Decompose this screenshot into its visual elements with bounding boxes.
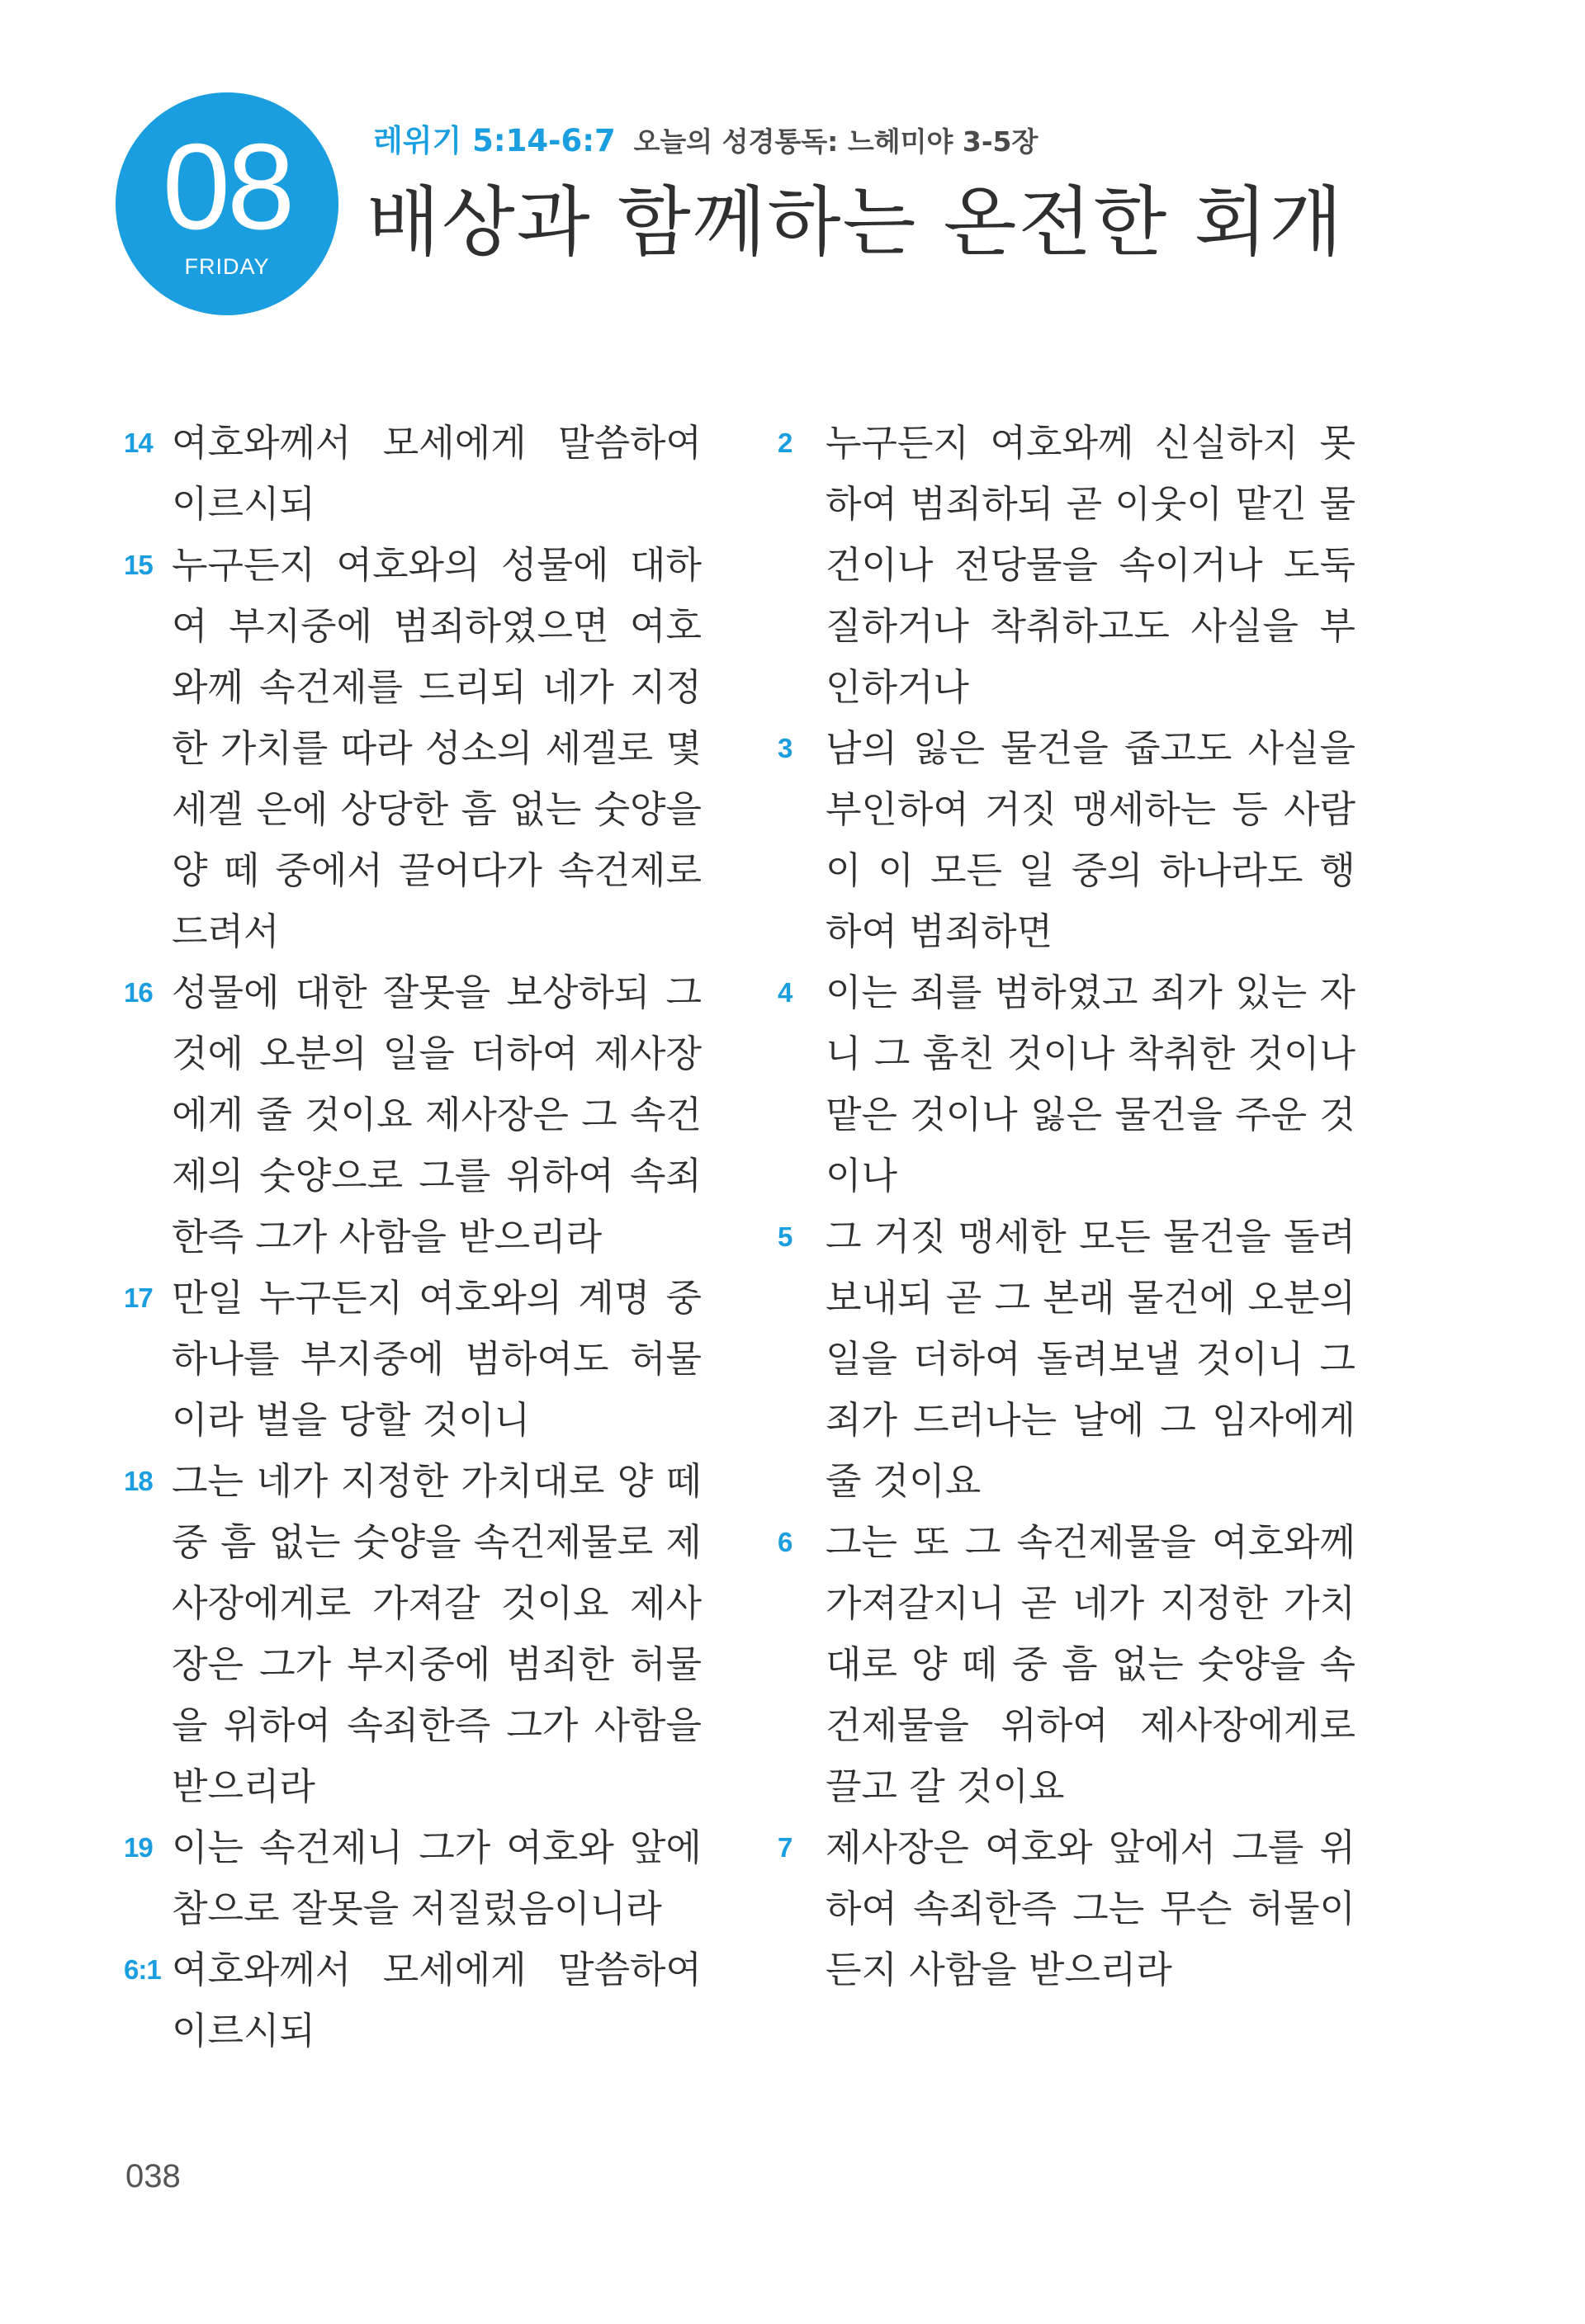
verse-number: 6:1	[124, 1954, 161, 1985]
verse-text: 여호와께서 모세에게 말씀하여 이르시되	[172, 1948, 702, 2052]
verse-text: 제사장은 여호와 앞에서 그를 위하여 속죄한즉 그는 무슨 허물이든지 사함을 받으리라	[826, 1826, 1356, 1991]
verse-item	[778, 1207, 1356, 1512]
verse-number: 19	[124, 1832, 153, 1863]
verse-text: 그 거짓 맹세한 모든 물건을 돌려보내되 곧 그 본래 물건에 오분의 일을 더하여 돌려보낼 것이니 그 죄가 드러나는 날에 그 임자에게 줄 것이요	[826, 1215, 1356, 1503]
verse-number: 4	[778, 977, 792, 1008]
verse-text: 여호와께서 모세에게 말씀하여 이르시되	[172, 421, 702, 526]
verse-item	[124, 962, 702, 1268]
verse-item	[778, 413, 1356, 718]
verse-item	[778, 1817, 1356, 2000]
verse-number: 18	[124, 1466, 153, 1496]
verse-item	[778, 962, 1356, 1207]
scripture-reference: 레위기 5:14-6:7	[373, 123, 616, 158]
verse-number: 16	[124, 977, 153, 1008]
verse-text: 그는 또 그 속건제물을 여호와께 가져갈지니 곧 네가 지정한 가치대로 양 떼 중 흠 없는 숫양을 속건제물을 위하여 제사장에게로 끌고 갈 것이요	[826, 1520, 1356, 1808]
verse-text: 누구든지 여호와의 성물에 대하여 부지중에 범죄하였으면 여호와께 속건제를 드리되 네가 지정한 가치를 따라 성소의 세겔로 몇 세겔 은에 상당한 흠 없는 숫양을 양 떼 중에서 끌어다가 속건제로 드려서	[172, 543, 702, 953]
page-number: 038	[125, 2158, 181, 2194]
verse-number: 2	[778, 427, 792, 458]
verse-text: 남의 잃은 물건을 줍고도 사실을 부인하여 거짓 맹세하는 등 사람이 이 모든 일 중의 하나라도 행하여 범죄하면	[826, 726, 1356, 953]
verse-text: 이는 죄를 범하였고 죄가 있는 자니 그 훔친 것이나 착취한 것이나 맡은 것이나 잃은 물건을 주운 것이나	[826, 971, 1356, 1197]
verse-item	[124, 1939, 702, 2062]
verse-column-right	[778, 413, 1356, 2000]
verse-text: 그는 네가 지정한 가치대로 양 떼 중 흠 없는 숫양을 속건제물로 제사장에게로 가져갈 것이요 제사장은 그가 부지중에 범죄한 허물을 위하여 속죄한즉 그가 사함을 받으리라	[172, 1459, 702, 1808]
verse-item	[124, 1451, 702, 1817]
reading-line	[373, 122, 1038, 161]
today-reading: 오늘의 성경통독: 느헤미야 3-5장	[633, 125, 1039, 158]
verse-item	[124, 535, 702, 962]
verse-number: 3	[778, 733, 792, 763]
verse-number: 7	[778, 1832, 792, 1863]
verse-number: 14	[124, 427, 153, 458]
verse-text: 성물에 대한 잘못을 보상하되 그것에 오분의 일을 더하여 제사장에게 줄 것이요 제사장은 그 속건제의 숫양으로 그를 위하여 속죄한즉 그가 사함을 받으리라	[172, 971, 702, 1259]
verse-number: 17	[124, 1282, 153, 1313]
verse-item	[124, 1817, 702, 1939]
verse-text: 만일 누구든지 여호와의 계명 중 하나를 부지중에 범하여도 허물이라 벌을 당할 것이니	[172, 1276, 702, 1442]
verse-item	[124, 1268, 702, 1451]
day-name: FRIDAY	[184, 254, 270, 279]
verse-text: 이는 속건제니 그가 여호와 앞에 참으로 잘못을 저질렀음이니라	[172, 1826, 702, 1930]
day-number: 08	[162, 119, 292, 255]
day-badge	[116, 92, 338, 315]
verse-number: 6	[778, 1527, 792, 1557]
verse-text: 누구든지 여호와께 신실하지 못하여 범죄하되 곧 이웃이 맡긴 물건이나 전당물을 속이거나 도둑질하거나 착취하고도 사실을 부인하거나	[826, 421, 1356, 709]
verse-item	[124, 413, 702, 535]
verse-item	[778, 1512, 1356, 1817]
verse-item	[778, 718, 1356, 962]
verse-column-left	[124, 413, 702, 2062]
verse-number: 5	[778, 1221, 792, 1252]
page-title: 배상과 함께하는 온전한 회개	[367, 178, 1345, 267]
verse-number: 15	[124, 550, 153, 580]
